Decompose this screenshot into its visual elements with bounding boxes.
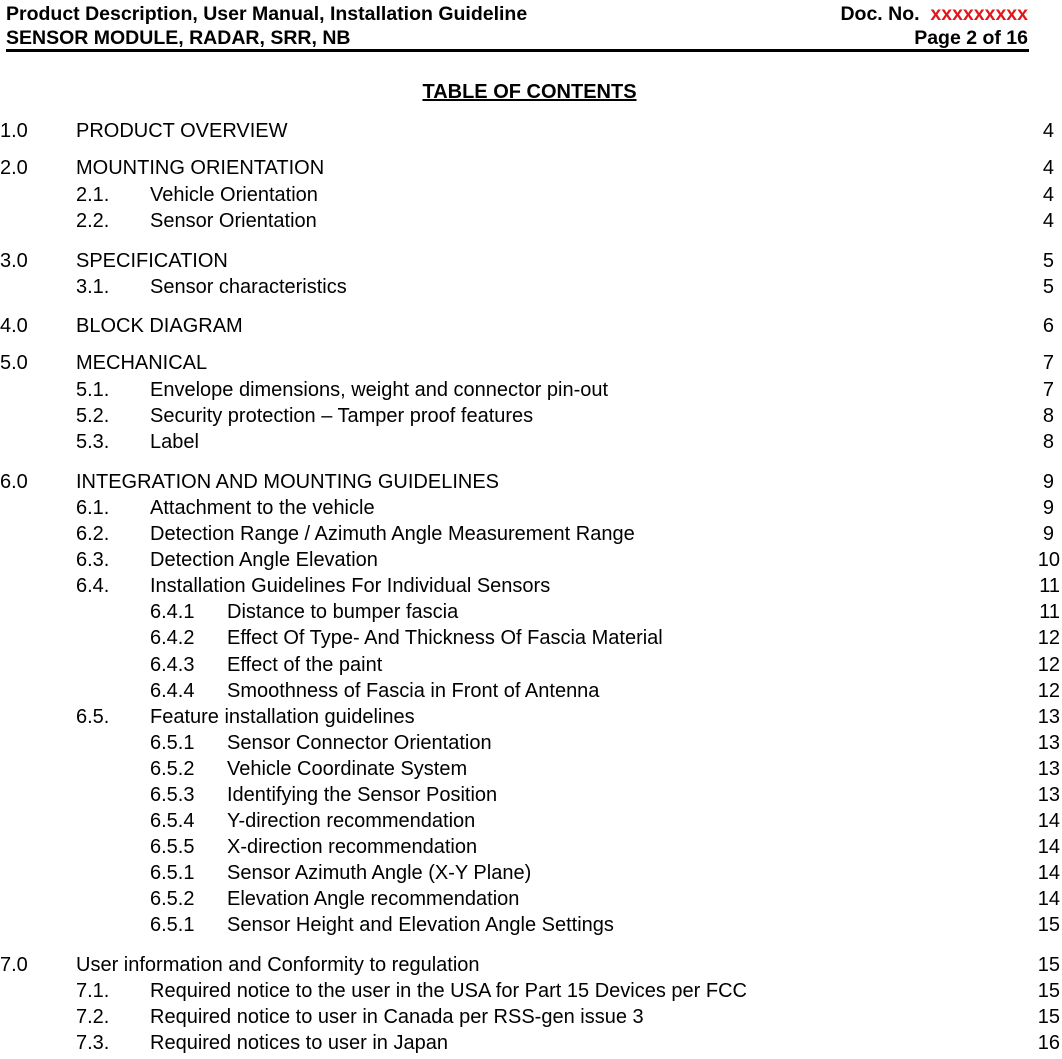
toc-page: 15	[1037, 914, 1060, 936]
toc-page: 9	[1042, 523, 1054, 545]
toc-page: 4	[1042, 157, 1054, 179]
toc-number: 6.4.	[76, 575, 110, 597]
toc-text: MOUNTING ORIENTATION	[76, 157, 325, 179]
toc-number: 5.2.	[76, 405, 110, 427]
toc-page: 13	[1037, 706, 1060, 728]
toc-text: Vehicle Coordinate System	[227, 758, 468, 780]
toc-text: Sensor Orientation	[150, 210, 317, 232]
toc-page: 14	[1037, 836, 1060, 858]
toc-page: 8	[1042, 405, 1054, 427]
toc-entry[interactable]	[0, 548, 1060, 572]
toc-text: Smoothness of Fascia in Front of Antenna	[227, 680, 600, 702]
toc-entry[interactable]	[0, 679, 1060, 703]
toc-text: Label	[150, 431, 199, 453]
toc-number: 6.4.3	[150, 654, 195, 676]
page-header	[6, 2, 1028, 50]
toc-text: Envelope dimensions, weight and connector pin-out	[150, 379, 609, 401]
toc-text: INTEGRATION AND MOUNTING GUIDELINES	[76, 471, 499, 493]
toc-page: 7	[1042, 379, 1054, 401]
toc-text: MECHANICAL	[76, 352, 208, 374]
toc-number: 6.5.2	[150, 758, 195, 780]
toc-text: Y-direction recommendation	[227, 810, 476, 832]
toc-page: 12	[1037, 627, 1060, 649]
toc-text: Vehicle Orientation	[150, 184, 318, 206]
document-number	[840, 2, 1028, 26]
toc-text: Installation Guidelines For Individual Sensors	[150, 575, 551, 597]
toc-number: 6.4.2	[150, 627, 195, 649]
toc-number: 5.1.	[76, 379, 110, 401]
toc-entry[interactable]	[0, 705, 1060, 729]
toc-number: 2.2.	[76, 210, 110, 232]
toc-number: 2.1.	[76, 184, 110, 206]
toc-entry[interactable]	[0, 430, 1060, 454]
toc-entry[interactable]	[0, 522, 1060, 546]
toc-text: Required notice to the user in the USA for Part 15 Devices per FCC	[150, 980, 747, 1002]
toc-number: 6.3.	[76, 549, 110, 571]
toc-number: 7.3.	[76, 1032, 110, 1054]
toc-page: 12	[1037, 680, 1060, 702]
toc-number: 6.5.4	[150, 810, 195, 832]
toc-text: Detection Angle Elevation	[150, 549, 378, 571]
toc-page: 6	[1042, 315, 1054, 337]
toc-entry[interactable]	[0, 731, 1060, 755]
toc-text: Effect Of Type- And Thickness Of Fascia Material	[227, 627, 663, 649]
document-subtitle: SENSOR MODULE, RADAR, SRR, NB	[6, 27, 351, 49]
toc-page: 4	[1042, 120, 1054, 142]
doc-number-label: Doc. No.	[840, 3, 920, 25]
page-indicator: Page 2 of 16	[914, 27, 1028, 49]
toc-text: User information and Conformity to regulation	[76, 954, 480, 976]
toc-entry[interactable]	[0, 783, 1060, 807]
toc-text: Feature installation guidelines	[150, 706, 415, 728]
toc-page: 14	[1037, 810, 1060, 832]
toc-entry[interactable]	[0, 183, 1060, 207]
toc-page: 15	[1037, 980, 1060, 1002]
toc-number: 6.4.1	[150, 601, 195, 623]
toc-entry[interactable]	[0, 314, 1060, 338]
toc-entry[interactable]	[0, 119, 1060, 143]
toc-entry[interactable]	[0, 156, 1060, 180]
header-divider	[6, 49, 1029, 52]
toc-text: Security protection – Tamper proof features	[150, 405, 534, 427]
toc-number: 6.0	[0, 471, 28, 493]
document-title: Product Description, User Manual, Installation Guideline	[6, 3, 528, 25]
toc-entry[interactable]	[0, 953, 1060, 977]
toc-number: 6.5.5	[150, 836, 195, 858]
toc-page: 7	[1042, 352, 1054, 374]
toc-text: Detection Range / Azimuth Angle Measurement Range	[150, 523, 635, 545]
toc-number: 6.5.	[76, 706, 110, 728]
toc-number: 5.3.	[76, 431, 110, 453]
toc-entry[interactable]	[0, 626, 1060, 650]
toc-entry[interactable]	[0, 861, 1060, 885]
toc-number: 6.1.	[76, 497, 110, 519]
toc-page: 15	[1037, 954, 1060, 976]
toc-entry[interactable]	[0, 600, 1060, 624]
doc-number-value: xxxxxxxxx	[930, 3, 1028, 25]
toc-page: 5	[1042, 276, 1054, 298]
toc-page: 14	[1037, 862, 1060, 884]
toc-number: 3.1.	[76, 276, 110, 298]
toc-number: 5.0	[0, 352, 28, 374]
toc-entry[interactable]	[0, 209, 1060, 233]
toc-page: 11	[1039, 575, 1060, 597]
toc-text: Sensor Azimuth Angle (X-Y Plane)	[227, 862, 532, 884]
toc-page: 13	[1037, 784, 1060, 806]
toc-number: 7.2.	[76, 1006, 110, 1028]
toc-number: 6.4.4	[150, 680, 195, 702]
toc-text: PRODUCT OVERVIEW	[76, 120, 288, 142]
toc-number: 6.5.1	[150, 914, 195, 936]
toc-entry[interactable]	[0, 809, 1060, 833]
toc-text: Distance to bumper fascia	[227, 601, 459, 623]
toc-number: 6.5.1	[150, 862, 195, 884]
toc-entry[interactable]	[0, 887, 1060, 911]
toc-entry[interactable]	[0, 275, 1060, 299]
toc-number: 6.5.3	[150, 784, 195, 806]
toc-page: 14	[1037, 888, 1060, 910]
toc-entry[interactable]	[0, 757, 1060, 781]
toc-entry[interactable]	[0, 470, 1060, 494]
toc-text: Elevation Angle recommendation	[227, 888, 520, 910]
toc-page: 9	[1042, 497, 1054, 519]
toc-number: 3.0	[0, 250, 28, 272]
toc-page: 4	[1042, 184, 1054, 206]
toc-text: Sensor Connector Orientation	[227, 732, 492, 754]
toc-text: Required notice to user in Canada per RSS-gen issue 3	[150, 1006, 644, 1028]
toc-entry[interactable]	[0, 378, 1060, 402]
toc-page: 8	[1042, 431, 1054, 453]
toc-title: TABLE OF CONTENTS	[422, 81, 637, 103]
toc-entry[interactable]	[0, 913, 1060, 937]
toc-entry[interactable]	[0, 1005, 1060, 1029]
toc-text: Attachment to the vehicle	[150, 497, 375, 519]
toc-number: 1.0	[0, 120, 28, 142]
toc-text: Effect of the paint	[227, 654, 383, 676]
toc-entry[interactable]	[0, 496, 1060, 520]
toc-number: 6.5.1	[150, 732, 195, 754]
toc-entry[interactable]	[0, 351, 1060, 375]
toc-text: SPECIFICATION	[76, 250, 228, 272]
toc-page: 13	[1037, 758, 1060, 780]
toc-page: 5	[1042, 250, 1054, 272]
toc-text: Sensor Height and Elevation Angle Settings	[227, 914, 614, 936]
toc-text: X-direction recommendation	[227, 836, 478, 858]
toc-text: Required notices to user in Japan	[150, 1032, 448, 1054]
toc-number: 7.1.	[76, 980, 110, 1002]
toc-page: 13	[1037, 732, 1060, 754]
header-row-1	[6, 2, 1028, 26]
toc-entry[interactable]	[0, 404, 1060, 428]
toc-entry[interactable]	[0, 653, 1060, 677]
toc-page: 11	[1039, 601, 1060, 623]
toc-page: 9	[1042, 471, 1054, 493]
toc-entry[interactable]	[0, 249, 1060, 273]
toc-number: 4.0	[0, 315, 28, 337]
toc-number: 6.2.	[76, 523, 110, 545]
toc-entry[interactable]	[0, 574, 1060, 598]
toc-text: Identifying the Sensor Position	[227, 784, 498, 806]
toc-text: Sensor characteristics	[150, 276, 347, 298]
toc-number: 7.0	[0, 954, 28, 976]
toc-entry[interactable]	[0, 1031, 1060, 1055]
toc-page: 15	[1037, 1006, 1060, 1028]
toc-page: 10	[1037, 549, 1060, 571]
toc-page: 16	[1037, 1032, 1060, 1054]
toc-number: 6.5.2	[150, 888, 195, 910]
toc-entry[interactable]	[0, 835, 1060, 859]
toc-page: 12	[1037, 654, 1060, 676]
header-row-2	[6, 26, 1028, 50]
toc-entry[interactable]	[0, 979, 1060, 1003]
toc-page: 4	[1042, 210, 1054, 232]
toc-text: BLOCK DIAGRAM	[76, 315, 243, 337]
toc-number: 2.0	[0, 157, 28, 179]
